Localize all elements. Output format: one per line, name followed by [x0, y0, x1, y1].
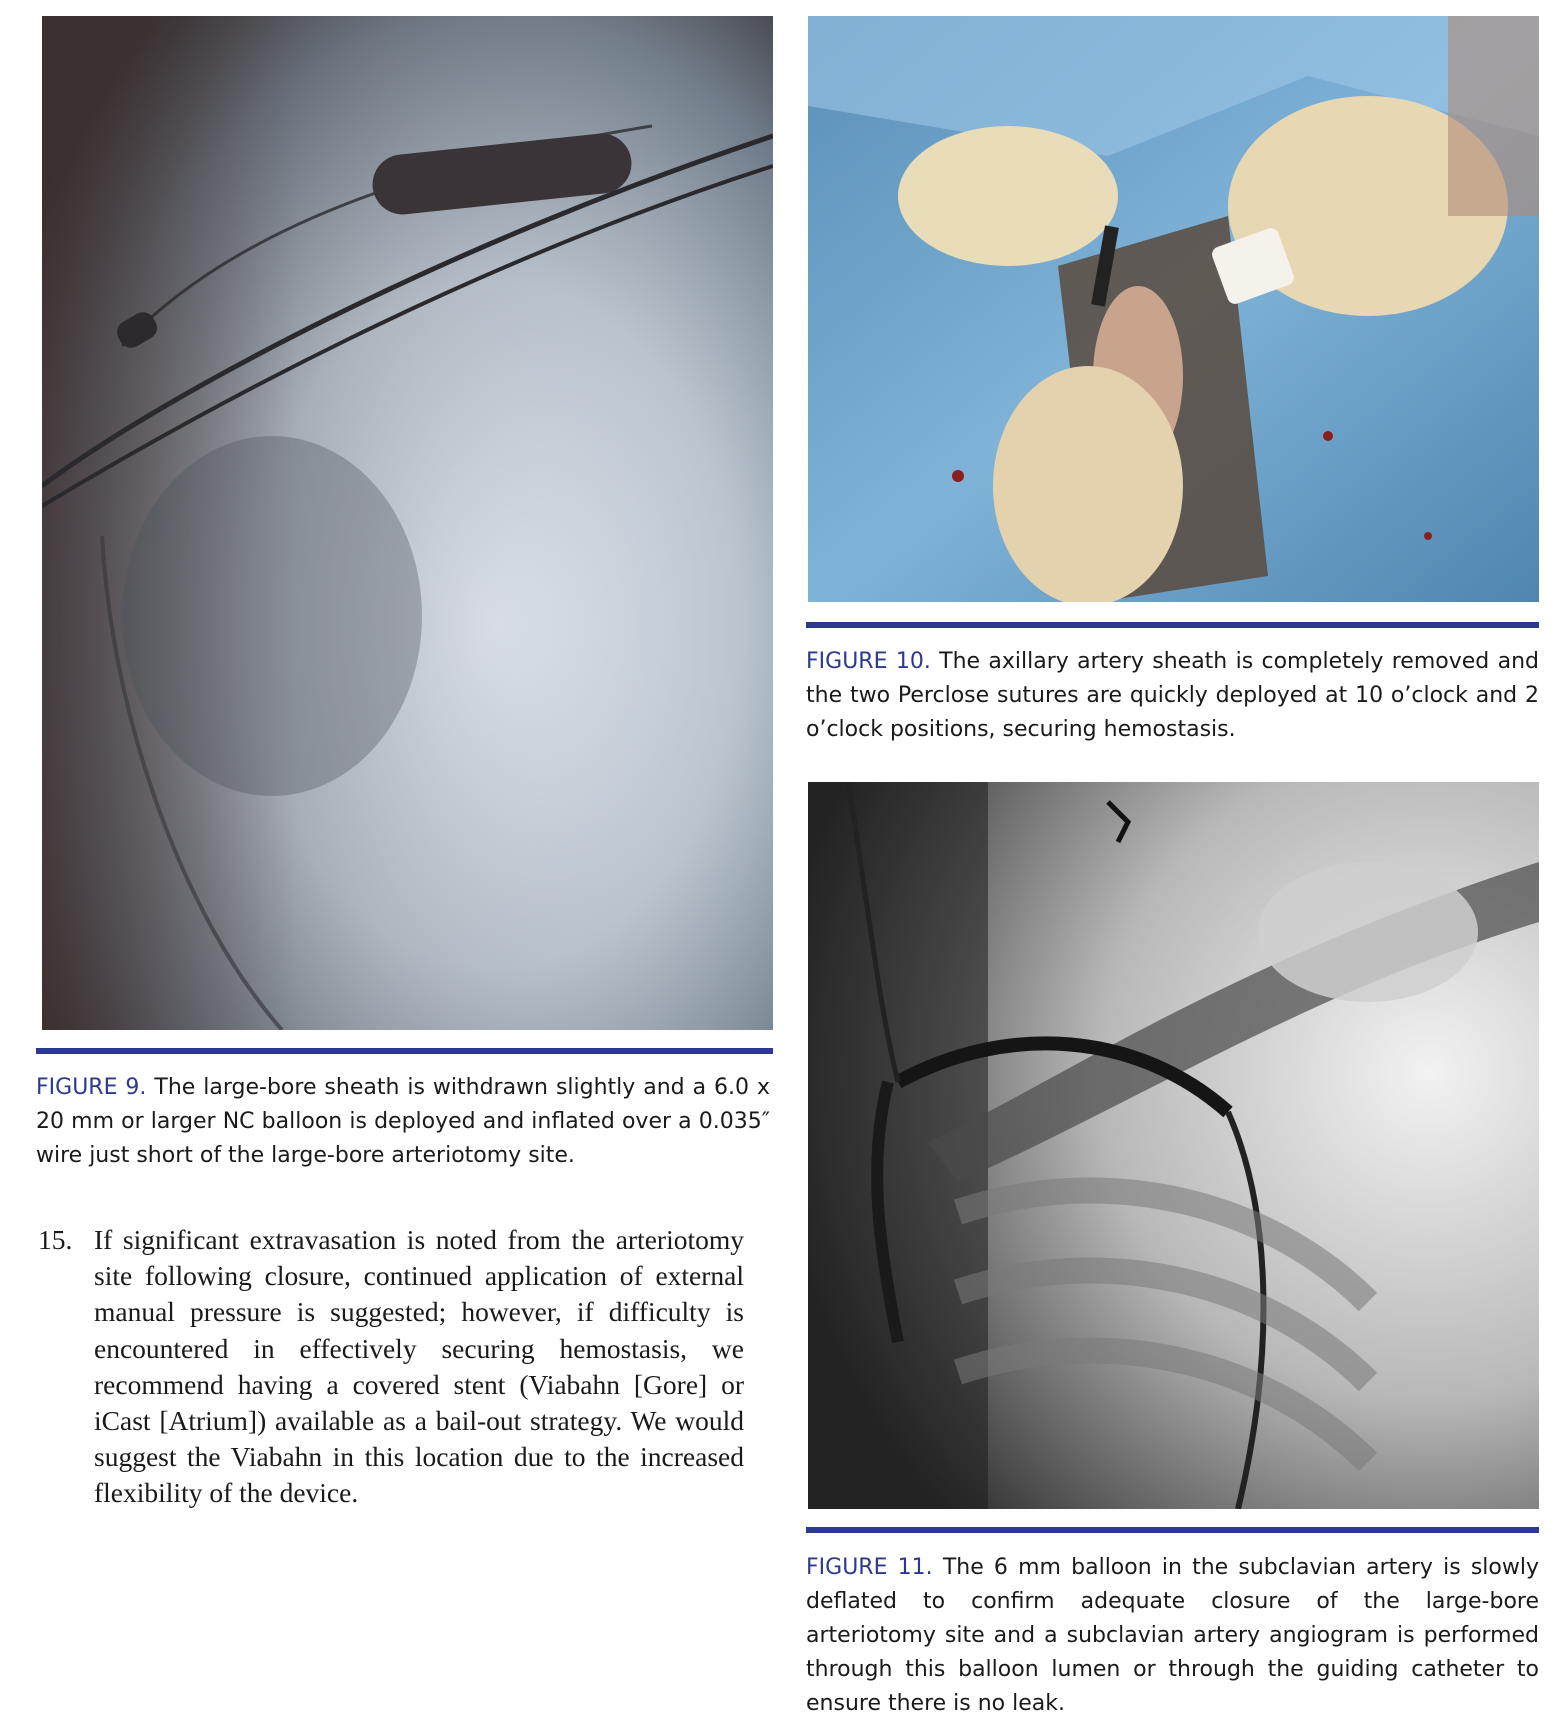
figure-9-rule: [36, 1048, 773, 1054]
figure-10-caption: [806, 645, 1539, 747]
list-item-text: If significant extravasation is noted from the arteriotomy site following closure, continued application of external manual pressure is suggested; however, if difficulty is encountered in effectively securing hemostasis, we recommend having a covered stent (Viabahn [Gore] or iCast [Atrium]) available as a bail-out strategy. We would suggest the Viabahn in this location due to the increased flexibility of the device.: [94, 1224, 744, 1509]
figure-9-image: [42, 16, 773, 1030]
figure-10-caption-text: The axillary artery sheath is completely removed and the two Perclose sutures are quickly deployed at 10 o’clock and 2 o’clock positions, securing hemostasis.: [806, 649, 1539, 742]
figure-11-caption-text: The 6 mm balloon in the subclavian artery is slowly deflated to confirm adequate closure of the large-bore arteriotomy site and a subclavian artery angiogram is performed through this balloon lumen or through the guiding catheter to ensure there is no leak.: [806, 1555, 1539, 1716]
figure-11-rule: [806, 1527, 1539, 1533]
figure-9-caption-text: The large-bore sheath is withdrawn slightly and a 6.0 x 20 mm or larger NC balloon is deployed and inflated over a 0.035″ wire just short of the large-bore arteriotomy site.: [36, 1075, 770, 1168]
figure-10-label: FIGURE 10.: [806, 649, 931, 674]
figure-11-image: [808, 782, 1539, 1509]
figure-11-caption: [806, 1551, 1539, 1721]
list-item-15: [38, 1222, 744, 1512]
figure-10-image: [808, 16, 1539, 602]
list-item-number: 15.: [38, 1224, 73, 1255]
figure-11-label: FIGURE 11.: [806, 1555, 933, 1580]
figure-9-label: FIGURE 9.: [36, 1075, 147, 1100]
figure-9-caption: [36, 1071, 770, 1173]
figure-10-rule: [806, 622, 1539, 628]
